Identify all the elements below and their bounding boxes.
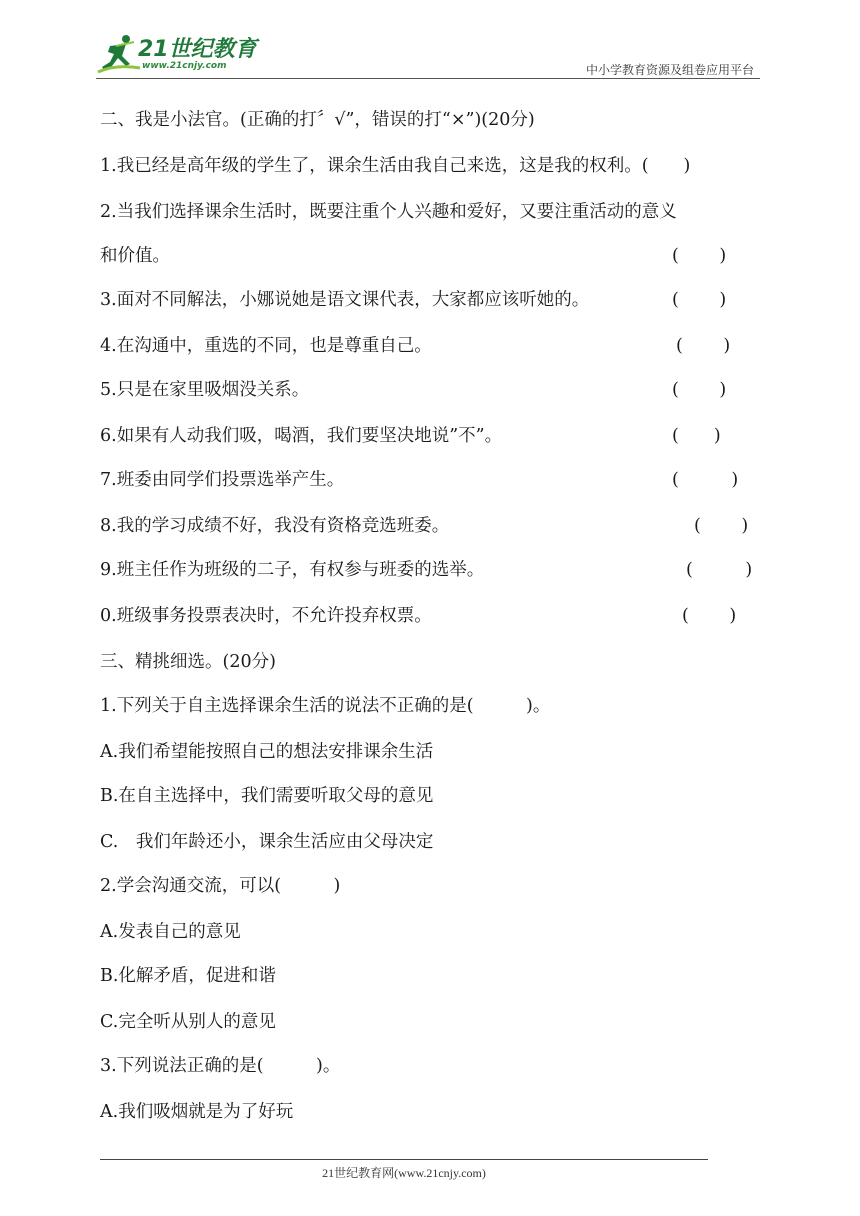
answer-parens: ( )	[686, 560, 753, 580]
question-text: 4.在沟通中，重选的不同，也是尊重自己。	[100, 336, 432, 356]
question-line	[100, 602, 760, 630]
question-line	[100, 198, 760, 226]
question-text: 7.班委由同学们投票选举产生。	[100, 470, 345, 490]
logo-text: 21世纪教育	[138, 37, 257, 62]
question-text: 和价值。	[100, 246, 170, 266]
logo-url: www.21cnjy.com	[142, 61, 227, 71]
mc-question: 3.下列说法正确的是( )。	[100, 1056, 341, 1076]
logo	[96, 32, 266, 76]
question-line	[100, 332, 760, 360]
question-line	[100, 422, 760, 450]
question-line	[100, 376, 760, 404]
answer-parens: ( )	[682, 606, 737, 626]
answer-parens: ( )	[672, 246, 727, 266]
question-line	[100, 286, 760, 314]
page-header	[96, 26, 760, 82]
mc-question: 1.下列关于自主选择课余生活的说法不正确的是( )。	[100, 696, 551, 716]
answer-parens: ( )	[672, 426, 721, 446]
mc-option: A.我们希望能按照自己的想法安排课余生活	[100, 742, 434, 762]
section3-title: 三、精挑细选。(20分)	[100, 652, 276, 672]
mc-option: A.发表自己的意见	[100, 922, 241, 942]
runner-logo-icon	[96, 32, 142, 76]
question-line	[100, 152, 760, 180]
section2-title: 二、我是小法官。(正确的打〞√”，错误的打“×”)(20分)	[100, 110, 535, 130]
mc-option: B.化解矛盾，促进和谐	[100, 966, 276, 986]
question-text: 1.我已经是高年级的学生了，课余生活由我自己来选，这是我的权利。	[100, 156, 642, 176]
mc-option: C. 我们年龄还小，课余生活应由父母决定	[100, 832, 434, 852]
mc-option: A.我们吸烟就是为了好玩	[100, 1102, 294, 1122]
question-line	[100, 512, 760, 540]
mc-option: B.在自主选择中，我们需要听取父母的意见	[100, 786, 434, 806]
question-text: 2.当我们选择课余生活时，既要注重个人兴趣和爱好，又要注重活动的意义	[100, 202, 677, 222]
answer-parens: ( )	[641, 156, 691, 176]
footer-text: 21世纪教育网(www.21cnjy.com)	[322, 1166, 486, 1180]
answer-parens: ( )	[676, 336, 731, 356]
question-line	[100, 242, 760, 270]
question-text: 6.如果有人动我们吸，喝酒，我们要坚决地说”不”。	[100, 426, 503, 446]
question-text: 9.班主任作为班级的二子，有权参与班委的选举。	[100, 560, 485, 580]
question-text: 8.我的学习成绩不好，我没有资格竞选班委。	[100, 516, 450, 536]
answer-parens: ( )	[672, 380, 727, 400]
mc-option: C.完全听从别人的意见	[100, 1012, 276, 1032]
question-text: 0.班级事务投票表决时，不允许投弃权票。	[100, 606, 432, 626]
header-platform-name: 中小学教育资源及组卷应用平台	[585, 63, 754, 77]
question-line	[100, 556, 760, 584]
question-text: 3.面对不同解法，小娜说她是语文课代表，大家都应该听她的。	[100, 290, 590, 310]
answer-parens: ( )	[672, 470, 739, 490]
mc-question: 2.学会沟通交流，可以( )	[100, 876, 341, 896]
footer-divider	[100, 1159, 708, 1160]
question-text: 5.只是在家里吸烟没关系。	[100, 380, 310, 400]
header-divider	[96, 78, 760, 79]
answer-parens: ( )	[694, 516, 749, 536]
answer-parens: ( )	[672, 290, 727, 310]
question-line	[100, 466, 760, 494]
